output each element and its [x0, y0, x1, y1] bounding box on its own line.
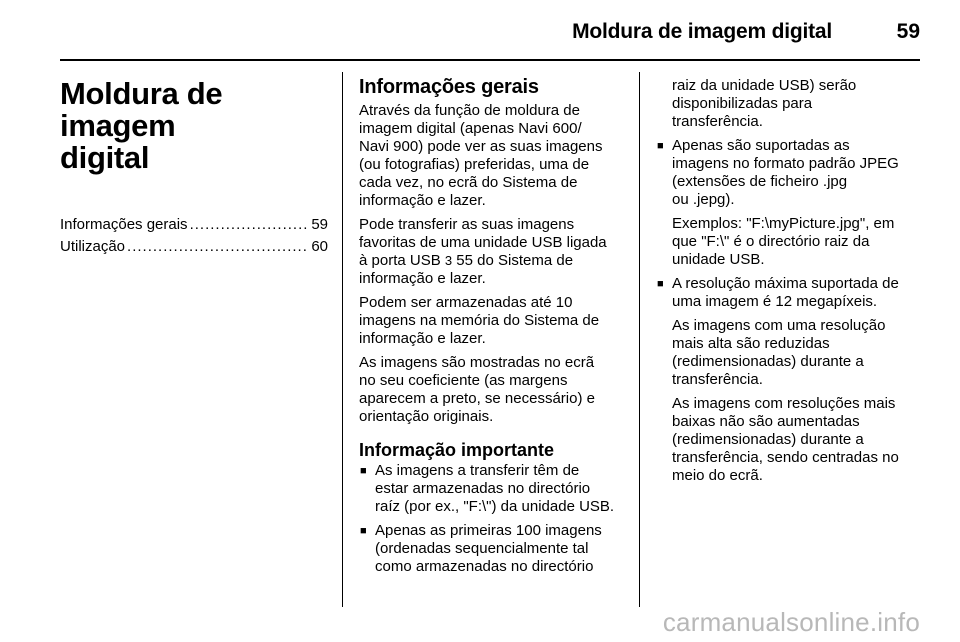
bullet-paragraph [656, 395, 920, 485]
text-line: As imagens com resoluções mais [672, 395, 896, 412]
text-line: uma imagem é 12 megapíxeis. [672, 293, 878, 310]
right-column [656, 72, 920, 491]
header-rule [60, 59, 920, 61]
toc-entry-informacoes-gerais[interactable] [60, 214, 328, 236]
column-divider-right [639, 72, 640, 607]
text-line: (extensões de ficheiro .jpg [672, 173, 848, 190]
text-fragment: 55 do Sistema de [456, 252, 574, 269]
text-line: estar armazenadas no directório [375, 480, 591, 497]
bullet-item [359, 522, 627, 576]
toc-page-number: 60 [311, 238, 328, 255]
text-line: cada vez, no ecrã do Sistema de [359, 174, 578, 191]
toc-leader-dots [127, 236, 309, 258]
text-line: Exemplos: "F:\myPicture.jpg", em [672, 215, 895, 232]
text-line: Podem ser armazenadas até 10 [359, 294, 573, 311]
text-line: (redimensionadas) durante a [672, 353, 864, 370]
paragraph [359, 294, 627, 348]
toc-label: Informações gerais [60, 216, 188, 233]
running-title: Moldura de imagem digital [572, 20, 832, 43]
text-line: orientação originais. [359, 408, 494, 425]
text-line: A resolução máxima suportada de [672, 275, 899, 292]
text-line: que "F:\" é o directório raiz da [672, 233, 870, 250]
bullet-square-icon: ■ [657, 140, 664, 152]
text-line: Apenas as primeiras 100 imagens [375, 522, 602, 539]
toc-leader-dots [190, 214, 310, 236]
bullet-item [359, 462, 627, 516]
text-fragment: à porta USB [359, 252, 441, 269]
bullet-item [656, 275, 920, 311]
section-heading: Informações gerais [359, 76, 539, 98]
paragraph [359, 102, 627, 210]
bullet-continuation [656, 77, 920, 131]
toc-page-number: 59 [311, 216, 328, 233]
sub-heading: Informação importante [359, 440, 555, 460]
text-line: disponibilizadas para [672, 95, 813, 112]
middle-column [359, 72, 627, 582]
text-line: imagens no formato padrão JPEG [672, 155, 899, 172]
paragraph [359, 354, 627, 426]
text-line: Navi 900) pode ver as suas imagens [359, 138, 603, 155]
text-line: Através da função de moldura de [359, 102, 580, 119]
chapter-title-line: Moldura de imagem [60, 76, 223, 143]
running-header [60, 14, 920, 48]
text-line: ou .jepg). [672, 191, 735, 208]
text-line: Pode transferir as suas imagens [359, 216, 575, 233]
text-line: informação e lazer. [359, 192, 486, 209]
bullet-paragraph [656, 317, 920, 389]
column-divider-left [342, 72, 343, 607]
cross-reference-arrow-icon[interactable]: 3 [444, 253, 453, 268]
bullet-square-icon: ■ [657, 278, 664, 290]
toc-label: Utilização [60, 238, 126, 255]
text-line: meio do ecrã. [672, 467, 763, 484]
text-line: mais alta são reduzidas [672, 335, 830, 352]
text-line: imagem digital (apenas Navi 600/ [359, 120, 582, 137]
text-line: As imagens a transferir têm de [375, 462, 580, 479]
text-line: transferência, sendo centradas no [672, 449, 899, 466]
text-line [359, 252, 627, 270]
text-line: (ordenadas sequencialmente tal [375, 540, 589, 557]
watermark: carmanualsonline.info [662, 607, 920, 637]
toc-entry-utilizacao[interactable] [60, 236, 328, 258]
text-line: no seu coeficiente (as margens [359, 372, 568, 389]
table-of-contents [60, 214, 328, 258]
page-number: 59 [896, 20, 920, 43]
text-line: As imagens com uma resolução [672, 317, 886, 334]
chapter-title-line: digital [60, 140, 150, 175]
text-line: raiz da unidade USB) serão [672, 77, 857, 94]
text-line: imagens na memória do Sistema de [359, 312, 600, 329]
text-line: As imagens são mostradas no ecrã [359, 354, 595, 371]
text-line: unidade USB. [672, 251, 765, 268]
chapter-title [60, 78, 328, 174]
text-line: transferência. [672, 113, 763, 130]
bullet-paragraph [656, 215, 920, 269]
text-line: Apenas são suportadas as [672, 137, 850, 154]
text-line: informação e lazer. [359, 270, 486, 287]
text-line: como armazenadas no directório [375, 558, 594, 575]
text-line: favoritas de uma unidade USB ligada [359, 234, 607, 251]
text-line: informação e lazer. [359, 330, 486, 347]
text-line: transferência. [672, 371, 763, 388]
text-line: aparecem a preto, se necessário) e [359, 390, 595, 407]
paragraph [359, 216, 627, 288]
text-line: (redimensionadas) durante a [672, 431, 864, 448]
text-line: raíz (por ex., "F:\") da unidade USB. [375, 498, 615, 515]
bullet-item [656, 137, 920, 209]
bullet-square-icon: ■ [360, 465, 367, 477]
bullet-square-icon: ■ [360, 525, 367, 537]
text-line: baixas não são aumentadas [672, 413, 860, 430]
chapter-column [60, 72, 328, 258]
text-line: (ou fotografias) preferidas, uma de [359, 156, 590, 173]
